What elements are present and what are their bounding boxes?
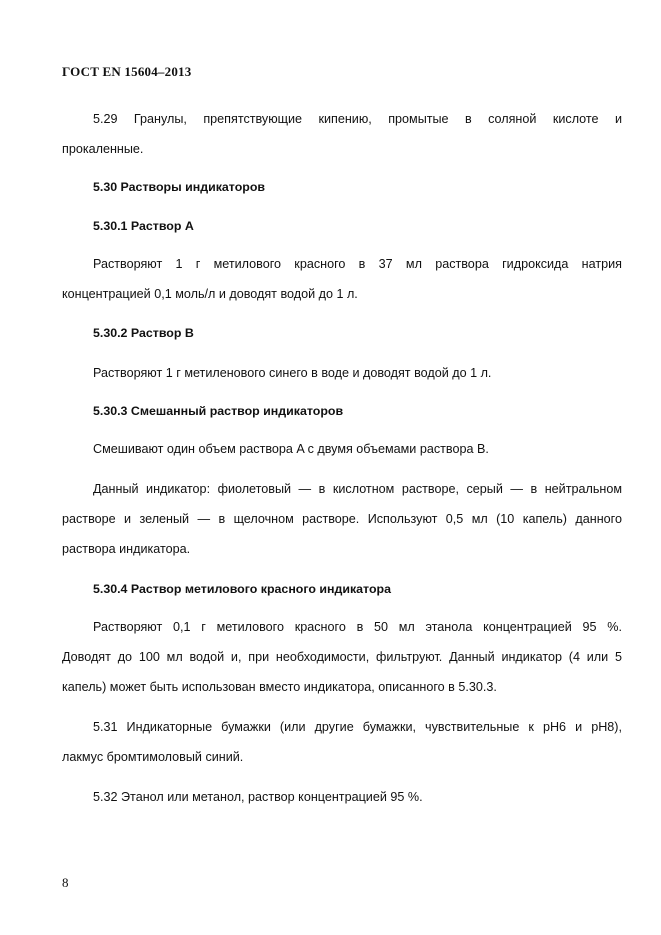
paragraph-line: Растворяют 0,1 г метилового красного в 50 мл этанола концентрацией 95 %. (93, 620, 622, 634)
paragraph-5-30-1 (62, 256, 622, 302)
paragraph-5-30-3-mix (62, 441, 622, 457)
document-header-code: ГОСТ EN 15604–2013 (62, 64, 192, 79)
paragraph-line: лакмус бромтимоловый синий. (62, 750, 244, 764)
heading-5-30: 5.30 Растворы индикаторов (93, 180, 266, 194)
paragraph-line: 5.31 Индикаторные бумажки (или другие бумажки, чувствительные к pH6 и pH8), (93, 720, 622, 734)
paragraph-line: Доводят до 100 мл водой и, при необходимости, фильтруют. Данный индикатор (4 или 5 (62, 650, 622, 664)
paragraph-5-31 (62, 719, 622, 765)
paragraph-line: капель) может быть использован вместо индикатора, описанного в 5.30.3. (62, 680, 497, 694)
paragraph-line: Данный индикатор: фиолетовый — в кислотном растворе, серый — в нейтральном (93, 482, 622, 496)
paragraph-line: Растворяют 1 г метиленового синего в воде и доводят водой до 1 л. (93, 366, 492, 380)
heading-5-30-4: 5.30.4 Раствор метилового красного индикатора (93, 582, 391, 596)
paragraph-line: Растворяют 1 г метилового красного в 37 мл раствора гидроксида натрия (93, 257, 622, 271)
paragraph-line: 5.32 Этанол или метанол, раствор концентрацией 95 %. (93, 790, 423, 804)
paragraph-line: раствора индикатора. (62, 542, 191, 556)
heading-5-30-3: 5.30.3 Смешанный раствор индикаторов (93, 404, 344, 418)
paragraph-5-30-2 (62, 365, 622, 381)
page-number: 8 (62, 875, 69, 890)
paragraph-line: прокаленные. (62, 142, 144, 156)
paragraph-5-30-3-indicator (62, 481, 622, 557)
paragraph-5-30-4 (62, 619, 622, 695)
paragraph-line: 5.29 Гранулы, препятствующие кипению, промытые в соляной кислоте и (93, 112, 622, 126)
paragraph-line: концентрацией 0,1 моль/л и доводят водой до 1 л. (62, 287, 358, 301)
paragraph-line: растворе и зеленый — в щелочном растворе. Используют 0,5 мл (10 капель) данного (62, 512, 622, 526)
paragraph-line: Смешивают один объем раствора A с двумя объемами раствора B. (93, 442, 489, 456)
heading-5-30-1: 5.30.1 Раствор A (93, 219, 194, 233)
paragraph-5-32 (62, 789, 622, 805)
heading-5-30-2: 5.30.2 Раствор B (93, 326, 194, 340)
paragraph-5-29 (62, 111, 622, 157)
